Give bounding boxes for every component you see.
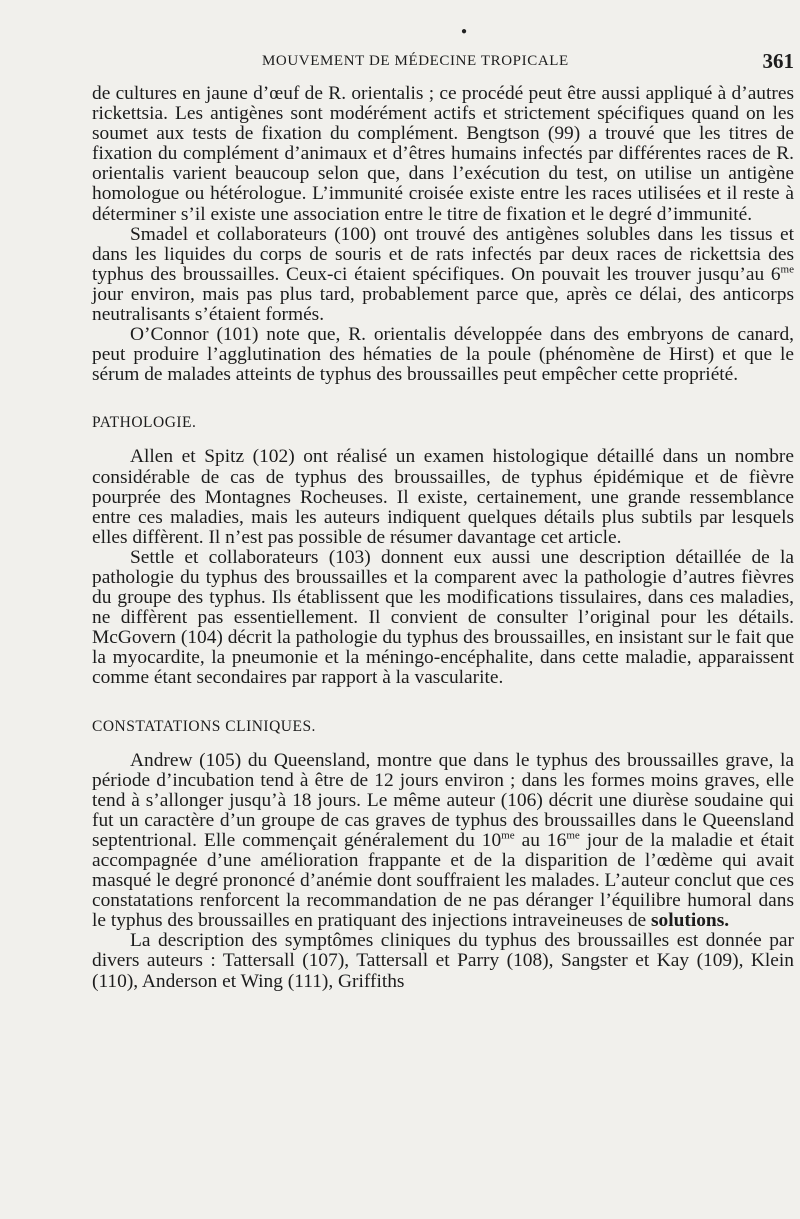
superscript: me xyxy=(566,829,580,842)
paragraph-6-text-c: jour de la maladie et était accompagnée d’une amélioration frappante et de la disparition de l’œdème qui avait masqué le degré prononcé d’anémie dont souffraient les malades. L’auteur conclut que ces constatations renforcent la recommandation de ne pas déranger l’équilibre humoral dans le typhus des broussailles en pratiquant des injections intraveineuses de xyxy=(92,829,795,932)
paragraph-2-text-b: jour environ, mais pas plus tard, probablement parce que, après ce délai, des anticorps neutralisants s’étaient formés. xyxy=(92,283,794,326)
paragraph-4: Allen et Spitz (102) ont réalisé un examen histologique détaillé dans un nombre considérable de cas de typhus des broussailles, de typhus épidémique et de fièvre pourprée des Montagnes Rocheuses. Il existe, certainement, une grande ressemblance entre ces maladies, mais les auteurs indiquent quelques détails plus subtils par lesquels elles diffèrent. Il n’est pas possible de résumer davantage cet article. xyxy=(92,446,794,548)
paragraph-2-text-a: Smadel et collaborateurs (100) ont trouvé des antigènes solubles dans les tissus et dans les liquides du corps de souris et de rats infectés par deux races de rickettsia des typhus des broussailles. Ceux-ci étaient spécifiques. On pouvait les trouver jusqu’au 6 xyxy=(92,223,794,285)
paragraph-3: O’Connor (101) note que, R. orientalis développée dans des embryons de canard, peut produire l’agglutination des hématies de la poule (phénomène de Hirst) et que le sérum de malades atteints de typhus des broussailles peut empêcher cette propriété. xyxy=(92,324,794,386)
paragraph-6 xyxy=(92,751,794,932)
running-head: MOUVEMENT DE MÉDECINE TROPICALE xyxy=(262,53,569,69)
paragraph-6-text-b: au 16 xyxy=(514,829,567,851)
page-number: 361 xyxy=(762,49,794,73)
paragraph-6-text-a: Andrew (105) du Queensland, montre que dans le typhus des broussailles grave, la période d’incubation tend à être de 12 jours environ ; dans les formes moins graves, elle tend à s’allonger jusqu’à 18 jours. Le même auteur (106) décrit une diurèse soudaine qui fut un caractère d’un groupe de cas graves de typhus des broussailles dans le Queensland septentrional. Elle commençait généralement du 10 xyxy=(92,749,794,851)
paragraph-7: La description des symptômes cliniques du typhus des broussailles est donnée par divers auteurs : Tattersall (107), Tattersall et Parry (108), Sangster et Kay (109), Klein (110), Anderson et Wing (111), Griffiths xyxy=(92,930,794,992)
section-heading-pathologie: PATHOLOGIE. xyxy=(92,414,197,432)
paragraph-6-bold-word: solutions. xyxy=(650,910,730,932)
paragraph-1: de cultures en jaune d’œuf de R. orientalis ; ce procédé peut être aussi appliqué à d’autres rickettsia. Les antigènes sont modérément actifs et strictement spécifiques quand on les soumet aux tests de fixation du complément. Bengtson (99) a trouvé que les titres de fixation du complément d’animaux et d’êtres humains infectés par différentes races de R. orientalis varient beaucoup selon que, dans l’exécution du test, on utilise un antigène homologue ou hétérologue. L’immunité croisée existe entre les races utilisées et il reste à déterminer s’il existe une association entre le titre de fixation et le degré d’immunité. xyxy=(92,83,794,225)
body-text xyxy=(92,84,794,992)
paragraph-5: Settle et collaborateurs (103) donnent eux aussi une description détaillée de la pathologie du typhus des broussailles et la comparent avec la pathologie d’autres fièvres du groupe des typhus. Ils établissent que les modifications tissulaires, dans ces maladies, ne diffèrent pas essentiellement. Il convient de consulter l’original pour les détails. McGovern (104) décrit la pathologie du typhus des broussailles, en insistant sur le fait que la myocardite, la pneumonie et la méningo-encéphalite, dans cette maladie, apparaissent comme étant secondaires par rapport à la vascularite. xyxy=(92,546,794,689)
superscript: me xyxy=(780,263,794,276)
page-header xyxy=(92,49,794,75)
superscript: me xyxy=(501,829,515,842)
paragraph-2 xyxy=(92,225,794,325)
ink-fleck: ● xyxy=(461,26,468,37)
section-heading-constatations: CONSTATATIONS CLINIQUES. xyxy=(92,717,316,735)
